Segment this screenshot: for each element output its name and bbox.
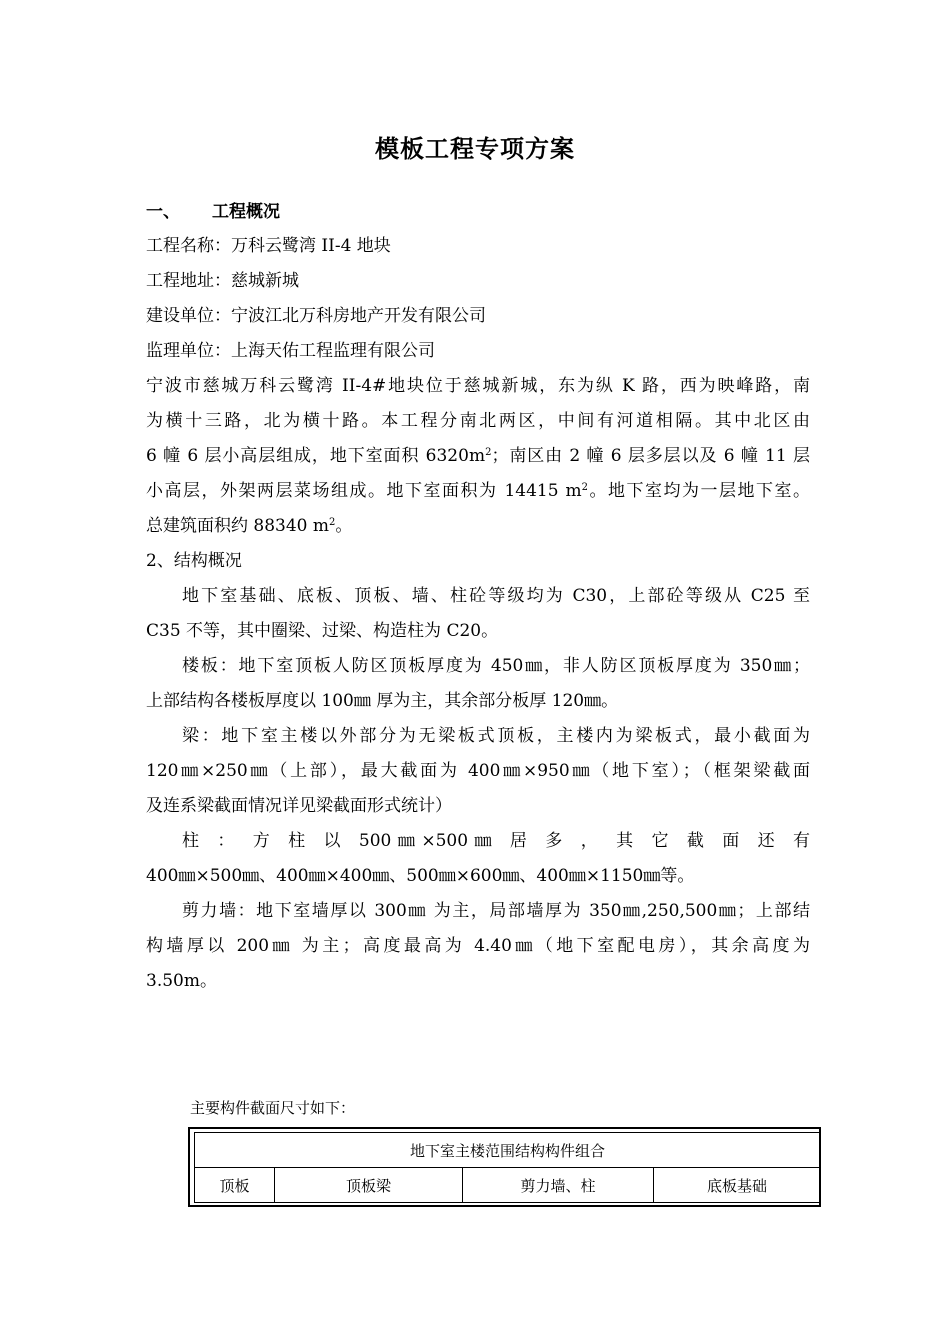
overview-line: 小高层，外架两层菜场组成。地下室面积为 14415 $m^2$。地下室均为一层地下室。 — [146, 481, 810, 501]
structure-heading: 2、结构概况 — [146, 551, 242, 571]
section-heading — [146, 200, 280, 224]
column-paragraph-line: 400㎜×500㎜、400㎜×400㎜、500㎜×600㎜、400㎜×1150㎜等。 — [146, 866, 695, 886]
superscript: 2 — [329, 517, 336, 528]
wall-paragraph-line: 3.50m。 — [146, 971, 217, 991]
table-caption: 主要构件截面尺寸如下： — [190, 1099, 356, 1117]
beam-paragraph-line: 梁：地下室主楼以外部分为无梁板式顶板，主楼内为梁板式，最小截面为 — [182, 726, 810, 746]
project-address-line: 工程地址：慈城新城 — [146, 271, 299, 291]
overview-line: 6 幢 6 层小高层组成，地下室面积 $6320m^2$；南区由 2 幢 6 层多层以及 6 幢 11 层 — [146, 446, 810, 466]
table-cell: 顶板梁 — [275, 1168, 463, 1203]
component-table — [188, 1127, 821, 1207]
superscript: 2 — [581, 482, 588, 493]
section-title: 工程概况 — [212, 202, 280, 222]
structure-paragraph-line: 地下室基础、底板、顶板、墙、柱砼等级均为 C30，上部砼等级从 C25 至 — [182, 586, 810, 606]
beam-paragraph-line: 及连系梁截面情况详见梁截面形式统计） — [146, 796, 452, 816]
wall-paragraph-line: 剪力墙：地下室墙厚以 300㎜ 为主，局部墙厚为 350㎜,250,500㎜；上部结 — [182, 901, 810, 921]
table-cell: 底板基础 — [654, 1168, 821, 1203]
supervisor-line: 监理单位：上海天佑工程监理有限公司 — [146, 341, 435, 361]
overview-line: 总建筑面积约 88340 $m^2$。 — [146, 516, 353, 536]
superscript: 2 — [485, 447, 492, 458]
beam-paragraph-line: 120㎜×250㎜（上部），最大截面为 400㎜×950㎜（地下室）；（框架梁截面 — [146, 761, 810, 781]
document-title: 模板工程专项方案 — [375, 135, 575, 163]
overview-line: 为横十三路，北为横十路。本工程分南北两区，中间有河道相隔。其中北区由 — [146, 411, 810, 431]
body-text — [146, 229, 810, 999]
table-cell: 顶板 — [195, 1168, 275, 1203]
overview-line: 宁波市慈城万科云鹭湾 II-4#地块位于慈城新城，东为纵 K 路，西为映峰路，南 — [146, 376, 810, 396]
project-name-line: 工程名称：万科云鹭湾 II-4 地块 — [146, 236, 391, 256]
column-paragraph-line: 柱 ： 方 柱 以 500㎜×500㎜ 居 多 ， 其 它 截 面 还 有 — [182, 831, 810, 851]
table-cell: 剪力墙、柱 — [463, 1168, 654, 1203]
structure-paragraph-line: C35 不等，其中圈梁、过梁、构造柱为 C20。 — [146, 621, 499, 641]
wall-paragraph-line: 构墙厚以 200㎜ 为主；高度最高为 4.40㎜（地下室配电房），其余高度为 — [146, 936, 810, 956]
developer-line: 建设单位：宁波江北万科房地产开发有限公司 — [146, 306, 486, 326]
section-number: 一、 — [146, 202, 180, 222]
table-header-row — [195, 1133, 821, 1168]
table-row — [195, 1168, 821, 1203]
slab-paragraph-line: 楼板：地下室顶板人防区顶板厚度为 450㎜，非人防区顶板厚度为 350㎜； — [182, 656, 810, 676]
slab-paragraph-line: 上部结构各楼板厚度以 100㎜ 厚为主，其余部分板厚 120㎜。 — [146, 691, 619, 711]
table-header-cell: 地下室主楼范围结构构件组合 — [195, 1133, 821, 1168]
